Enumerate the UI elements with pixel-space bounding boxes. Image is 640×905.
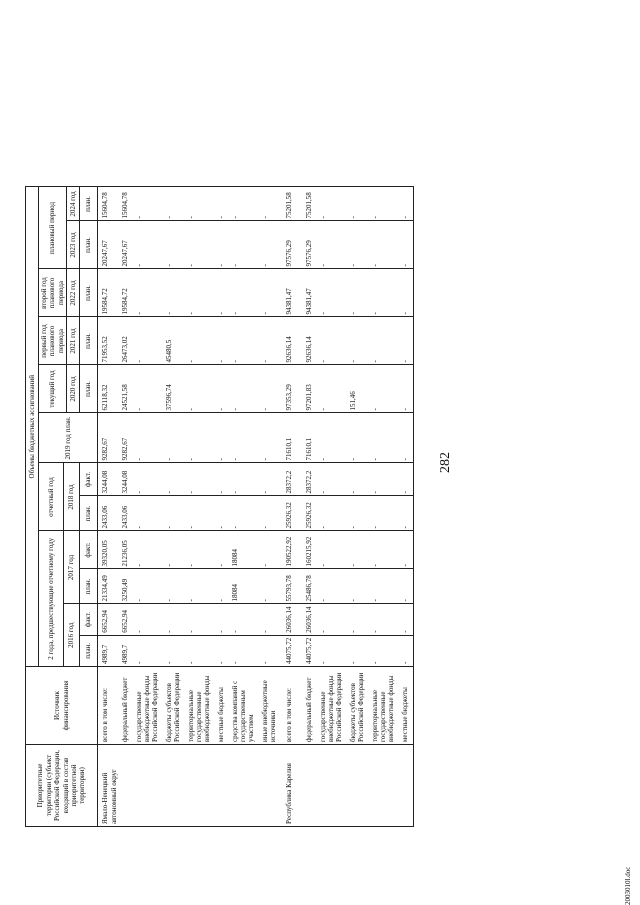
value-cell: 190522,92 — [282, 531, 304, 569]
table-row — [370, 187, 400, 827]
value-cell: 28372,2 — [304, 463, 318, 496]
table-row — [400, 187, 414, 827]
value-cell: - — [318, 496, 348, 531]
value-cell: - — [134, 496, 164, 531]
value-cell: - — [370, 221, 400, 269]
page-number: 282 — [438, 452, 453, 473]
header-two-years: 2 года, предшествующие отчетному году — [39, 531, 64, 667]
value-cell: - — [164, 635, 186, 666]
value-cell: - — [164, 187, 186, 221]
value-cell: - — [260, 569, 282, 604]
value-cell: - — [230, 365, 260, 413]
value-cell: - — [370, 531, 400, 569]
region-cell-empty — [318, 745, 348, 827]
value-cell: 24521,58 — [120, 365, 134, 413]
value-cell: - — [348, 635, 370, 666]
region-cell-empty — [230, 745, 260, 827]
header-plan-2022: план. — [80, 269, 98, 317]
value-cell: 18084 — [230, 569, 260, 604]
region-cell-empty — [370, 745, 400, 827]
table-row — [230, 187, 260, 827]
value-cell: 2433,06 — [120, 496, 134, 531]
value-cell: - — [400, 187, 414, 221]
header-2020: 2020 год — [67, 365, 80, 413]
value-cell: 26473,02 — [120, 317, 134, 365]
table-row — [348, 187, 370, 827]
header-volumes: Объемы бюджетных ассигнований — [26, 187, 39, 667]
source-label: федеральный бюджет — [120, 667, 134, 745]
table-row — [304, 187, 318, 827]
header-2022: 2022 год — [67, 269, 80, 317]
budget-table — [25, 187, 414, 828]
value-cell: - — [216, 365, 230, 413]
value-cell: 15604,78 — [120, 187, 134, 221]
region-cell-empty — [348, 745, 370, 827]
value-cell: 75201,58 — [282, 187, 304, 221]
table-row — [282, 187, 304, 827]
header-plan-2020: план. — [80, 365, 98, 413]
value-cell: - — [348, 221, 370, 269]
value-cell: 4989,7 — [120, 635, 134, 666]
value-cell: - — [186, 187, 216, 221]
footer-filename: 2003010l.doc — [624, 866, 632, 905]
value-cell: 71953,52 — [98, 317, 120, 365]
table-row — [164, 187, 186, 827]
source-label: территориальные государственные внебюджетные фонды — [186, 667, 216, 745]
table-row — [134, 187, 164, 827]
value-cell: - — [134, 604, 164, 635]
value-cell: - — [134, 413, 164, 463]
value-cell: 26036,14 — [304, 604, 318, 635]
region-cell-empty — [400, 745, 414, 827]
header-2021: 2021 год — [67, 317, 80, 365]
value-cell: 39320,05 — [98, 531, 120, 569]
value-cell: - — [370, 413, 400, 463]
region-cell-empty — [164, 745, 186, 827]
value-cell: - — [370, 635, 400, 666]
value-cell: - — [400, 531, 414, 569]
value-cell: 92636,14 — [304, 317, 318, 365]
value-cell: 21334,49 — [98, 569, 120, 604]
value-cell: - — [216, 604, 230, 635]
value-cell: 26036,14 — [282, 604, 304, 635]
header-2019: 2019 год план. — [39, 413, 98, 463]
value-cell: - — [164, 269, 186, 317]
value-cell: 9282,67 — [120, 413, 134, 463]
header-2017: 2017 год — [64, 531, 80, 604]
value-cell: 97576,29 — [304, 221, 318, 269]
value-cell: - — [230, 496, 260, 531]
value-cell: - — [370, 269, 400, 317]
value-cell: - — [134, 569, 164, 604]
value-cell: 151,46 — [348, 365, 370, 413]
value-cell: - — [370, 496, 400, 531]
value-cell: - — [134, 221, 164, 269]
source-label: государственные внебюджетные фонды Российской Федерации — [318, 667, 348, 745]
value-cell: 4989,7 — [98, 635, 120, 666]
value-cell: 3244,08 — [98, 463, 120, 496]
value-cell: - — [370, 463, 400, 496]
region-cell-empty — [120, 745, 134, 827]
header-fact-2017: факт. — [80, 531, 98, 569]
value-cell: - — [348, 569, 370, 604]
value-cell: 20247,67 — [120, 221, 134, 269]
value-cell: - — [400, 269, 414, 317]
value-cell: - — [370, 604, 400, 635]
value-cell: - — [348, 413, 370, 463]
value-cell: - — [260, 604, 282, 635]
value-cell: - — [186, 496, 216, 531]
region-cell-empty — [186, 745, 216, 827]
value-cell: - — [260, 496, 282, 531]
value-cell: - — [260, 187, 282, 221]
value-cell: 97201,83 — [304, 365, 318, 413]
table-row — [186, 187, 216, 827]
value-cell: - — [164, 221, 186, 269]
value-cell: - — [134, 463, 164, 496]
source-label: местные бюджеты — [216, 667, 230, 745]
source-label: всего в том числе: — [98, 667, 120, 745]
value-cell: - — [318, 569, 348, 604]
value-cell: - — [400, 413, 414, 463]
value-cell: - — [216, 531, 230, 569]
value-cell: - — [216, 269, 230, 317]
value-cell: 3244,08 — [120, 463, 134, 496]
value-cell: - — [216, 221, 230, 269]
header-first-plan: первый год планового периода — [39, 317, 67, 365]
value-cell: - — [318, 463, 348, 496]
value-cell: - — [134, 317, 164, 365]
value-cell: - — [318, 221, 348, 269]
value-cell: 55793,78 — [282, 569, 304, 604]
header-current-year: текущий год — [39, 365, 67, 413]
value-cell: - — [318, 187, 348, 221]
value-cell: 44075,72 — [304, 635, 318, 666]
value-cell: - — [230, 635, 260, 666]
table-row — [120, 187, 134, 827]
value-cell: - — [400, 635, 414, 666]
value-cell: - — [318, 604, 348, 635]
value-cell: - — [186, 269, 216, 317]
value-cell: 71610,1 — [282, 413, 304, 463]
value-cell: 75201,58 — [304, 187, 318, 221]
value-cell: - — [230, 317, 260, 365]
value-cell: 94381,47 — [282, 269, 304, 317]
value-cell: - — [260, 317, 282, 365]
value-cell: - — [186, 365, 216, 413]
value-cell: - — [260, 463, 282, 496]
value-cell: - — [134, 635, 164, 666]
value-cell: - — [134, 187, 164, 221]
value-cell: - — [216, 569, 230, 604]
value-cell: - — [400, 569, 414, 604]
value-cell: 15604,78 — [98, 187, 120, 221]
region-cell-empty — [216, 745, 230, 827]
header-second-plan: второй год планового периода — [39, 269, 67, 317]
source-label: местные бюджеты — [400, 667, 414, 745]
value-cell: 19584,72 — [120, 269, 134, 317]
value-cell: - — [370, 569, 400, 604]
table-body — [98, 187, 414, 827]
region-cell-empty — [134, 745, 164, 827]
header-plan-2016: план. — [80, 635, 98, 666]
value-cell: 44075,72 — [282, 635, 304, 666]
header-fact-2016: факт. — [80, 604, 98, 635]
value-cell: - — [348, 463, 370, 496]
value-cell: - — [230, 187, 260, 221]
value-cell: - — [164, 463, 186, 496]
header-plan-2017: план. — [80, 569, 98, 604]
region-name: Республика Карелия — [282, 745, 304, 827]
source-label: средства компаний с государственным участием — [230, 667, 260, 745]
value-cell: - — [216, 496, 230, 531]
source-label: территориальные государственные внебюджетные фонды — [370, 667, 400, 745]
source-label: иные внебюджетные источники — [260, 667, 282, 745]
value-cell: 45480,5 — [164, 317, 186, 365]
header-2018: 2018 год — [64, 463, 80, 531]
value-cell: 2433,06 — [98, 496, 120, 531]
value-cell: 97353,29 — [282, 365, 304, 413]
value-cell: - — [186, 317, 216, 365]
value-cell: - — [348, 531, 370, 569]
value-cell: - — [260, 269, 282, 317]
value-cell: - — [348, 187, 370, 221]
table-row — [216, 187, 230, 827]
value-cell: - — [230, 269, 260, 317]
value-cell: 19584,72 — [98, 269, 120, 317]
value-cell: - — [216, 317, 230, 365]
value-cell: - — [400, 463, 414, 496]
value-cell: - — [400, 365, 414, 413]
value-cell: 25486,78 — [304, 569, 318, 604]
value-cell: - — [318, 635, 348, 666]
value-cell: - — [370, 317, 400, 365]
header-fact-2018: факт. — [80, 463, 98, 496]
value-cell: - — [164, 496, 186, 531]
value-cell: - — [260, 635, 282, 666]
header-territory: Приоритетные территории (субъект Российской Федерации, входящий в состав приоритетной территории) — [26, 745, 98, 827]
value-cell: - — [318, 531, 348, 569]
table-row — [98, 187, 120, 827]
value-cell: - — [164, 413, 186, 463]
value-cell: 28372,2 — [282, 463, 304, 496]
region-cell-empty — [260, 745, 282, 827]
value-cell: - — [230, 413, 260, 463]
value-cell: - — [164, 531, 186, 569]
source-label: бюджеты субъектов Российской Федерации — [348, 667, 370, 745]
value-cell: 18084 — [230, 531, 260, 569]
value-cell: - — [186, 569, 216, 604]
value-cell: - — [348, 269, 370, 317]
value-cell: - — [318, 269, 348, 317]
value-cell: - — [260, 531, 282, 569]
value-cell: 94381,47 — [304, 269, 318, 317]
value-cell: - — [186, 221, 216, 269]
header-plan-2021: план. — [80, 317, 98, 365]
value-cell: 6652,94 — [98, 604, 120, 635]
table-row — [260, 187, 282, 827]
value-cell: 21236,05 — [120, 531, 134, 569]
header-2016: 2016 год — [64, 604, 80, 667]
value-cell: - — [230, 221, 260, 269]
value-cell: 3250,49 — [120, 569, 134, 604]
value-cell: - — [216, 187, 230, 221]
header-plan-2023: план. — [80, 221, 98, 269]
value-cell: - — [260, 413, 282, 463]
value-cell: - — [186, 635, 216, 666]
value-cell: - — [348, 496, 370, 531]
value-cell: 92636,14 — [282, 317, 304, 365]
value-cell: - — [134, 531, 164, 569]
header-2023: 2023 год — [67, 221, 80, 269]
table-row — [318, 187, 348, 827]
header-plan-2018: план. — [80, 496, 98, 531]
value-cell: 160215,92 — [304, 531, 318, 569]
value-cell: - — [400, 496, 414, 531]
value-cell: 71610,1 — [304, 413, 318, 463]
value-cell: 97576,29 — [282, 221, 304, 269]
value-cell: 9282,67 — [98, 413, 120, 463]
value-cell: - — [348, 317, 370, 365]
value-cell: 20247,67 — [98, 221, 120, 269]
value-cell: - — [348, 604, 370, 635]
value-cell: - — [134, 365, 164, 413]
header-source: Источник финансирования — [26, 667, 98, 745]
value-cell: - — [318, 365, 348, 413]
value-cell: 6652,94 — [120, 604, 134, 635]
value-cell: - — [370, 365, 400, 413]
value-cell: - — [400, 604, 414, 635]
value-cell: - — [400, 317, 414, 365]
value-cell: 37596,74 — [164, 365, 186, 413]
value-cell: - — [216, 463, 230, 496]
region-name: Ямало-Ненецкий автономный округ — [98, 745, 120, 827]
value-cell: - — [216, 635, 230, 666]
value-cell: 25926,32 — [304, 496, 318, 531]
value-cell: - — [318, 413, 348, 463]
value-cell: - — [164, 604, 186, 635]
value-cell: - — [186, 531, 216, 569]
value-cell: - — [186, 604, 216, 635]
value-cell: - — [260, 365, 282, 413]
header-2024: 2024 год — [67, 187, 80, 221]
value-cell: - — [400, 221, 414, 269]
source-label: федеральный бюджет — [304, 667, 318, 745]
region-cell-empty — [304, 745, 318, 827]
header-plan-2024: план. — [80, 187, 98, 221]
value-cell: - — [164, 569, 186, 604]
value-cell: 62118,32 — [98, 365, 120, 413]
value-cell: - — [230, 463, 260, 496]
value-cell: - — [186, 463, 216, 496]
value-cell: - — [230, 604, 260, 635]
value-cell: - — [186, 413, 216, 463]
source-label: государственные внебюджетные фонды Российской Федерации — [134, 667, 164, 745]
value-cell: - — [134, 269, 164, 317]
value-cell: - — [260, 221, 282, 269]
source-label: всего в том числе: — [282, 667, 304, 745]
value-cell: 25926,32 — [282, 496, 304, 531]
value-cell: - — [370, 187, 400, 221]
header-report-year: отчетный год — [39, 463, 64, 531]
value-cell: - — [216, 413, 230, 463]
value-cell: - — [318, 317, 348, 365]
header-plan-period: плановый период — [39, 187, 67, 269]
source-label: бюджеты субъектов Российской Федерации — [164, 667, 186, 745]
